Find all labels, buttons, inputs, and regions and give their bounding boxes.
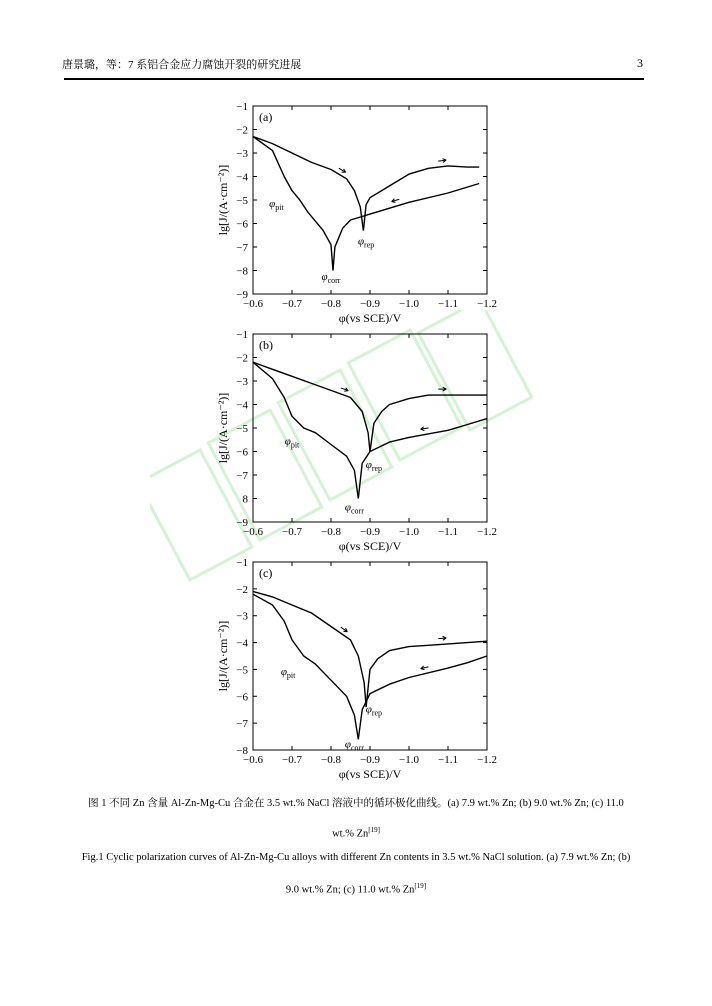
caption-en-line2 (60, 878, 652, 899)
annotation-rep: $\varphi_{rep}$ (357, 235, 375, 250)
series-line-reverse-lower (253, 594, 358, 739)
annotation-corr: $\varphi_{corr}$ (344, 501, 364, 516)
x-tick-label: −0.6 (243, 298, 263, 310)
y-tick-label: −1 (236, 329, 248, 341)
plot-frame (253, 106, 487, 294)
y-tick-label: −5 (236, 195, 248, 207)
x-tick-label: −1.0 (399, 754, 419, 766)
chart-panel-b (200, 328, 520, 558)
y-tick-label: −7 (236, 470, 248, 482)
y-tick-label: −9 (236, 517, 248, 529)
annotation-corr: $\varphi_{corr}$ (344, 738, 364, 753)
panel-label: (a) (259, 110, 273, 124)
x-tick-label: −0.8 (321, 298, 341, 310)
series-line-forward-upper (253, 137, 363, 231)
x-tick-label: −1.1 (438, 526, 458, 538)
series-line-reverse-upper (358, 419, 487, 499)
x-tick-label: −0.7 (282, 754, 302, 766)
panel-label: (c) (259, 566, 273, 580)
y-tick-label: −1 (236, 557, 248, 569)
y-axis-label: lg[J/(A·cm⁻²)] (216, 620, 230, 692)
x-tick-label: −0.6 (243, 754, 263, 766)
y-tick-label: −5 (236, 423, 248, 435)
y-tick-label: −7 (236, 242, 248, 254)
y-tick-label: 8 (242, 493, 248, 506)
series-line-reverse-lower (253, 137, 333, 271)
y-tick-label: −8 (236, 265, 248, 278)
x-tick-label: −1.2 (477, 754, 497, 766)
running-title: 唐景璐，等：7 系铝合金应力腐蚀开裂的研究进展 (62, 59, 302, 71)
annotation-pit: $\varphi_{pit}$ (284, 435, 300, 450)
annotation-pit: $\varphi_{pit}$ (280, 665, 296, 680)
y-tick-label: −6 (236, 691, 248, 704)
series-line-forward-upper (253, 592, 366, 708)
x-tick-label: −0.6 (243, 526, 263, 538)
x-tick-label: −0.9 (360, 298, 380, 310)
series-line-forward-upper (253, 362, 370, 451)
header-rule (64, 78, 644, 80)
caption-en-ref: [19] (414, 882, 427, 890)
chart-panel-a (200, 100, 520, 330)
y-tick-label: −8 (236, 745, 248, 757)
y-tick-label: −3 (236, 376, 248, 388)
annotation-pit: $\varphi_{pit}$ (269, 198, 284, 213)
annotation-corr: $\varphi_{corr}$ (321, 270, 341, 285)
y-tick-label: −3 (236, 610, 248, 623)
x-axis-label: φ(vs SCE)/V (338, 767, 402, 781)
y-tick-label: −2 (236, 124, 248, 137)
page-number: 3 (637, 56, 643, 70)
series-line-forward-after-rep (363, 166, 479, 231)
x-tick-label: −0.9 (360, 526, 380, 538)
x-tick-label: −1.0 (399, 526, 419, 538)
x-tick-label: −1.2 (477, 526, 497, 538)
caption-cn-line1: 图 1 不同 Zn 含量 Al-Zn-Mg-Cu 合金在 3.5 wt.% NaCl 溶液中的循环极化曲线。(a) 7.9 wt.% Zn; (b) 9.0 wt.% Zn; (c) 11.0 (88, 798, 624, 809)
x-tick-label: −0.8 (321, 754, 341, 766)
y-axis-label: lg[J/(A·cm⁻²)] (216, 392, 230, 464)
y-tick-label: −4 (236, 171, 248, 184)
y-tick-label: −4 (236, 637, 248, 650)
x-axis-label: φ(vs SCE)/V (338, 311, 402, 325)
x-tick-label: −0.7 (282, 526, 302, 538)
y-axis-label: lg[J/(A·cm⁻²)] (216, 164, 230, 236)
x-axis-label: φ(vs SCE)/V (338, 539, 402, 553)
y-tick-label: −6 (236, 446, 248, 459)
caption-cn-line2 (60, 822, 652, 843)
y-tick-label: −9 (236, 289, 248, 301)
x-tick-label: −1.1 (438, 298, 458, 310)
series-line-reverse-upper (333, 184, 479, 271)
panel-label: (b) (259, 338, 273, 352)
caption-cn-line2-text: wt.% Zn (332, 828, 369, 840)
y-tick-label: −2 (236, 352, 248, 365)
y-tick-label: −4 (236, 399, 248, 412)
x-tick-label: −0.9 (360, 754, 380, 766)
annotation-rep: $\varphi_{rep}$ (365, 458, 383, 473)
x-tick-label: −0.7 (282, 298, 302, 310)
caption-en-line2-text: 9.0 wt.% Zn; (c) 11.0 wt.% Zn (285, 884, 415, 896)
x-tick-label: −0.8 (321, 526, 341, 538)
y-tick-label: −6 (236, 218, 248, 231)
y-tick-label: −7 (236, 718, 248, 731)
y-tick-label: −1 (236, 101, 248, 113)
x-tick-label: −1.0 (399, 298, 419, 310)
y-tick-label: −5 (236, 664, 248, 677)
y-tick-label: −3 (236, 148, 248, 160)
plot-frame (253, 562, 487, 753)
x-tick-label: −1.1 (438, 754, 458, 766)
series-line-forward-after-rep (366, 641, 487, 707)
plot-frame (253, 334, 487, 522)
caption-cn-ref: [19] (368, 826, 380, 834)
caption-en-line1: Fig.1 Cyclic polarization curves of Al-Zn-Mg-Cu alloys with different Zn contents in 3.5 wt.% NaCl solution. (a) 7.9 wt.% Zn; (b) (81, 852, 631, 863)
y-tick-label: −2 (236, 583, 248, 596)
annotation-rep: $\varphi_{rep}$ (365, 703, 383, 718)
chart-panel-c (200, 556, 520, 786)
x-tick-label: −1.2 (477, 298, 497, 310)
series-line-reverse-lower (253, 362, 358, 498)
